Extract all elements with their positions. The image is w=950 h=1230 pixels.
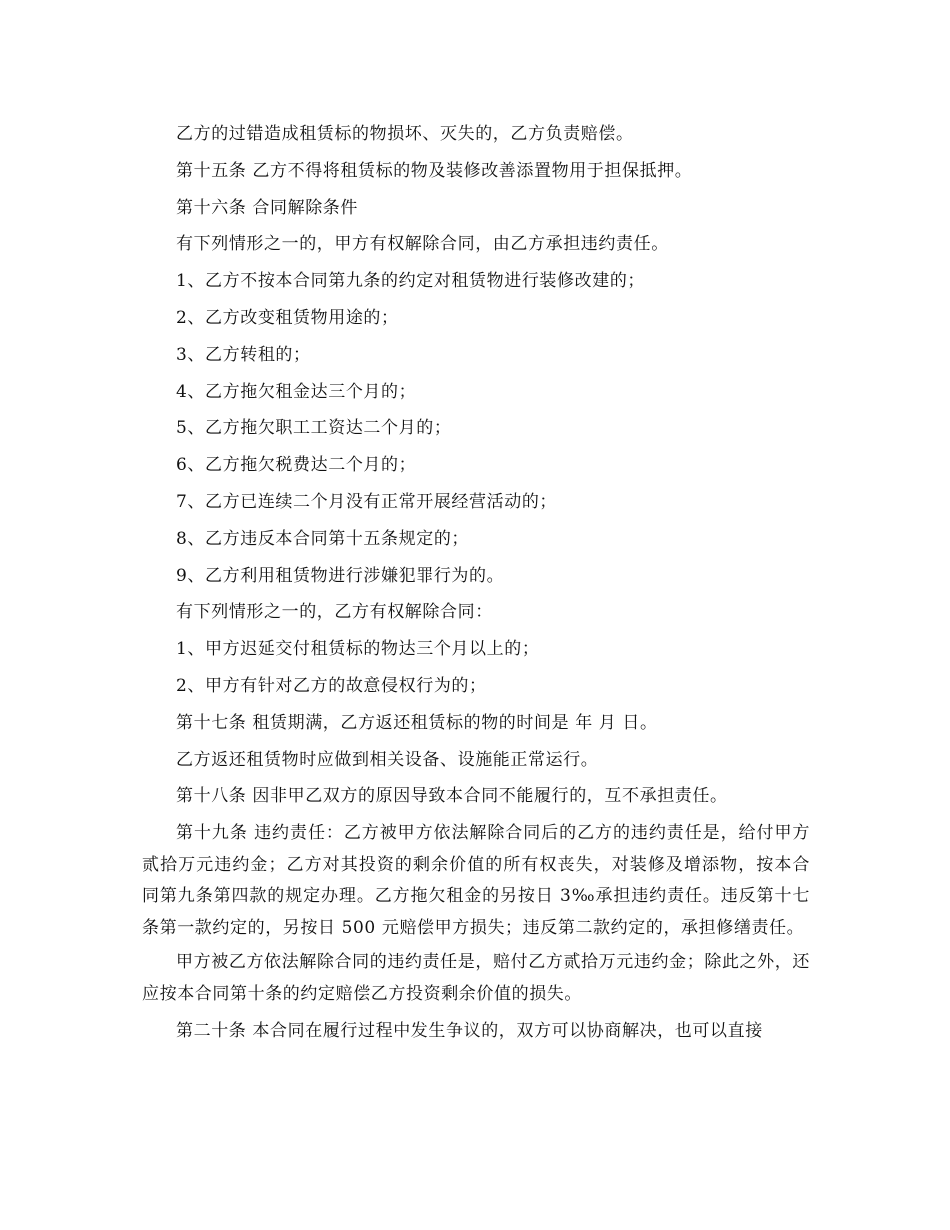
article-20: 第二十条 本合同在履行过程中发生争议的，双方可以协商解决，也可以直接 [176, 1021, 763, 1042]
lessee-termination-intro: 有下列情形之一的，乙方有权解除合同： [176, 602, 493, 623]
article-19: 第十九条 违约责任：乙方被甲方依法解除合同后的乙方的违约责任是，给付甲方贰拾万元违约金；乙方对其投资的剩余价值的所有权丧失，对装修及增添物，按本合同第九条第四款的规定办理。乙方拖欠租金的另按日 3‰承担违约责任。违反第十七条第一款约定的，另按日 500 元赔偿甲方损失；违反第二款约定的，承担修缮责任。 [142, 823, 810, 938]
list-item: 6、乙方拖欠税费达二个月的； [176, 455, 417, 476]
list-item: 3、乙方转租的； [176, 344, 311, 365]
return-condition: 乙方返还租赁物时应做到相关设备、设施能正常运行。 [176, 749, 599, 770]
list-item: 4、乙方拖欠租金达三个月的； [176, 381, 417, 402]
list-item: 8、乙方违反本合同第十五条规定的； [176, 528, 470, 549]
list-item: 1、乙方不按本合同第九条的约定对租赁物进行装修改建的； [176, 271, 646, 292]
list-item: 7、乙方已连续二个月没有正常开展经营活动的； [176, 491, 558, 512]
article-16-heading: 第十六条 合同解除条件 [176, 197, 359, 218]
lessor-termination-intro: 有下列情形之一的，甲方有权解除合同，由乙方承担违约责任。 [176, 234, 669, 255]
list-item: 2、乙方改变租赁物用途的； [176, 307, 399, 328]
list-item: 2、甲方有针对乙方的故意侵权行为的； [176, 675, 487, 696]
list-item: 9、乙方利用租赁物进行涉嫌犯罪行为的。 [176, 565, 505, 586]
list-item: 5、乙方拖欠职工工资达二个月的； [176, 418, 452, 439]
list-item: 1、甲方迟延交付租赁标的物达三个月以上的； [176, 639, 540, 660]
article-18: 第十八条 因非甲乙双方的原因导致本合同不能履行的，互不承担责任。 [176, 786, 728, 807]
contract-body [142, 116, 810, 1050]
article-17: 第十七条 租赁期满，乙方返还租赁标的物的时间是 年 月 日。 [176, 712, 658, 733]
lessor-liability: 甲方被乙方依法解除合同的违约责任是，赔付乙方贰拾万元违约金；除此之外，还应按本合同第十条的约定赔偿乙方投资剩余价值的损失。 [142, 952, 810, 1004]
paragraph-damage-liability: 乙方的过错造成租赁标的物损坏、灭失的，乙方负责赔偿。 [176, 124, 634, 144]
article-15: 第十五条 乙方不得将租赁标的物及装修改善添置物用于担保抵押。 [176, 160, 693, 181]
